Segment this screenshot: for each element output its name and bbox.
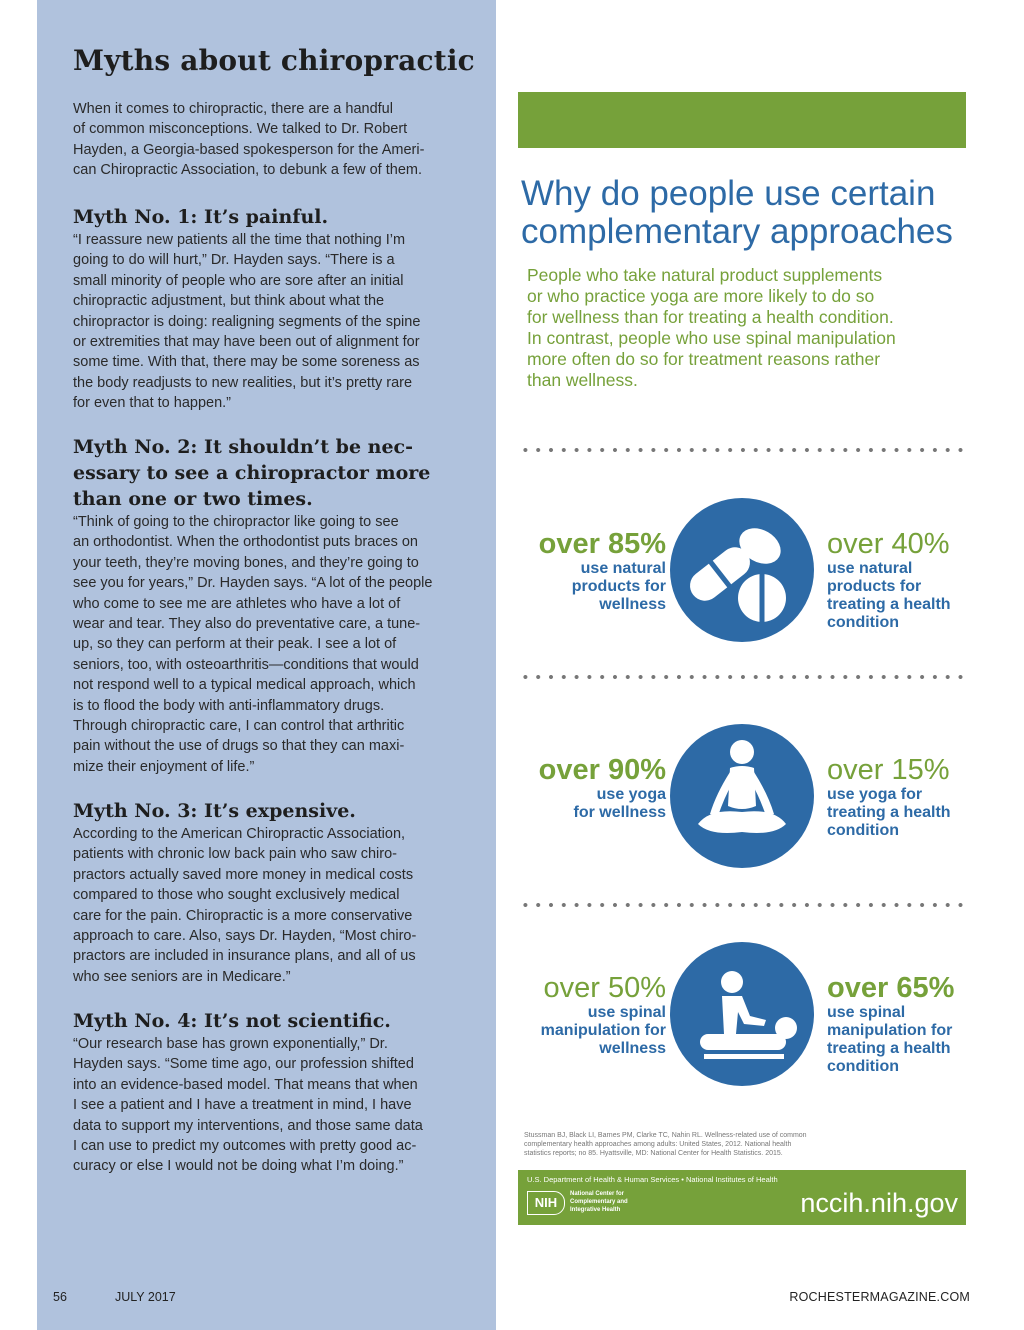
stat-percent: over 90%	[538, 754, 666, 786]
page-date: JULY 2017	[115, 1290, 176, 1304]
infographic-header-bar	[518, 92, 966, 148]
stat-percent: over 85%	[538, 528, 666, 560]
spinal-manipulation-icon	[670, 942, 814, 1086]
nih-logo: NIH	[527, 1191, 565, 1215]
myth-1	[73, 204, 485, 414]
footer-department: U.S. Department of Health & Human Services • National Institutes of Health	[527, 1175, 778, 1184]
myth-2-heading: Myth No. 2: It shouldn’t be nec- essary to see a chiropractor more than one or two times.	[73, 436, 431, 510]
stat-description: use natural products for treating a health condition	[827, 560, 951, 631]
myth-3-heading: Myth No. 3: It’s expensive.	[73, 800, 356, 822]
nih-footer-bar	[518, 1170, 966, 1225]
myth-4-body: “Our research base has grown exponentially,” Dr. Hayden says. “Some time ago, our profession shifted into an evidence-based model. That means that when I see a patient and I have a treatment in mind, I have data to support my interventions, and those same data I can use to predict my outcomes with pretty good ac- curacy or else I would not be doing what I’m doing.”	[73, 1036, 423, 1175]
myth-3-body: According to the American Chiropractic Association, patients with chronic low back pain who saw chiro- practors actually saved more money in medical costs compared to those who sought exclusively medical care for the pain. Chiropractic is a more conservative approach to care. Also, says Dr. Hayden, “Most chiro- practors are included in insurance plans, and all of us who see seniors are in Medicare.”	[73, 826, 417, 985]
stat-description: use natural products for wellness	[571, 560, 666, 613]
stat-spinal-treatment	[827, 972, 977, 1076]
myth-2-body: “Think of going to the chiropractor like going to see an orthodontist. When the orthodontist puts braces on your teeth, they’re moving bones, and they’re going to see you for years,” Dr. Hayden says. “A lot of the people who come to see me are athletes who have a lot of wear and tear. They also do preventative care, a tune- up, so they can perform at their peak. I see a lot of seniors, too, with osteoarthritis—conditions that would not respond well to a typical medical approach, which is to flood the body with anti-inflammatory drugs. Through chiropractic care, I can control that arthritic pain without the use of drugs so that they can maxi- mize their enjoyment of life.”	[73, 514, 433, 775]
stat-yoga-wellness	[500, 754, 666, 822]
stat-description: use yoga for wellness	[573, 786, 666, 821]
myth-3	[73, 798, 485, 987]
dotted-divider	[519, 902, 969, 908]
nccih-name: National Center for Complementary and Integrative Health	[570, 1191, 628, 1213]
article-intro: When it comes to chiropractic, there are a handful of common misconceptions. We talked to Dr. Robert Hayden, a Georgia-based spokesperson for the Ameri- can Chiropractic Association, to debunk a few of them.	[73, 101, 425, 179]
stat-percent: over 65%	[827, 972, 955, 1004]
myth-4-heading: Myth No. 4: It’s not scientific.	[73, 1010, 391, 1032]
yoga-meditation-icon	[670, 724, 814, 868]
stat-yoga-treatment	[827, 754, 977, 840]
stat-description: use spinal manipulation for wellness	[540, 1004, 666, 1057]
dotted-divider	[519, 674, 969, 680]
nccih-url-link[interactable]: nccih.nih.gov	[800, 1188, 958, 1218]
stat-spinal-wellness	[500, 972, 666, 1058]
stat-percent: over 15%	[827, 754, 950, 786]
stat-percent: over 50%	[543, 972, 666, 1004]
stat-natural-wellness	[500, 528, 666, 614]
stat-natural-treatment	[827, 528, 977, 632]
citation: Stussman BJ, Black LI, Barnes PM, Clarke TC, Nahin RL. Wellness-related use of common complementary health approaches among adults: United States, 2012. National health statistics reports; no 85. Hyattsville, MD: National Center for Health Statistics. 2015.	[524, 1132, 807, 1157]
magazine-website: ROCHESTERMAGAZINE.COM	[789, 1290, 970, 1304]
stat-percent: over 40%	[827, 528, 950, 560]
stat-description: use spinal manipulation for treating a health condition	[827, 1004, 953, 1075]
infographic-intro: People who take natural product supplements or who practice yoga are more likely to do so for wellness than for treating a health condition. In contrast, people who use spinal manipulation more often do so for treatment reasons rather than wellness.	[527, 265, 896, 390]
pills-icon	[670, 498, 814, 642]
infographic-title: Why do people use certain complementary approaches	[521, 174, 953, 251]
article-title: Myths about chiropractic	[73, 44, 475, 77]
myth-1-body: “I reassure new patients all the time that nothing I’m going to do will hurt,” Dr. Hayden says. “There is a small minority of people who are sore after an initial chiropractic adjustment, but think about what the chiropractor is doing: realigning segments of the spine or extremities that may have been out of alignment for some time. With that, there may be some soreness as the body readjusts to new realities, but it’s pretty rare for even that to happen.”	[73, 232, 421, 412]
stat-description: use yoga for treating a health condition	[827, 786, 951, 839]
dotted-divider	[519, 447, 969, 453]
myth-1-heading: Myth No. 1: It’s painful.	[73, 206, 329, 228]
myth-2	[73, 434, 485, 777]
myth-4	[73, 1008, 485, 1177]
page-number: 56	[53, 1290, 67, 1304]
